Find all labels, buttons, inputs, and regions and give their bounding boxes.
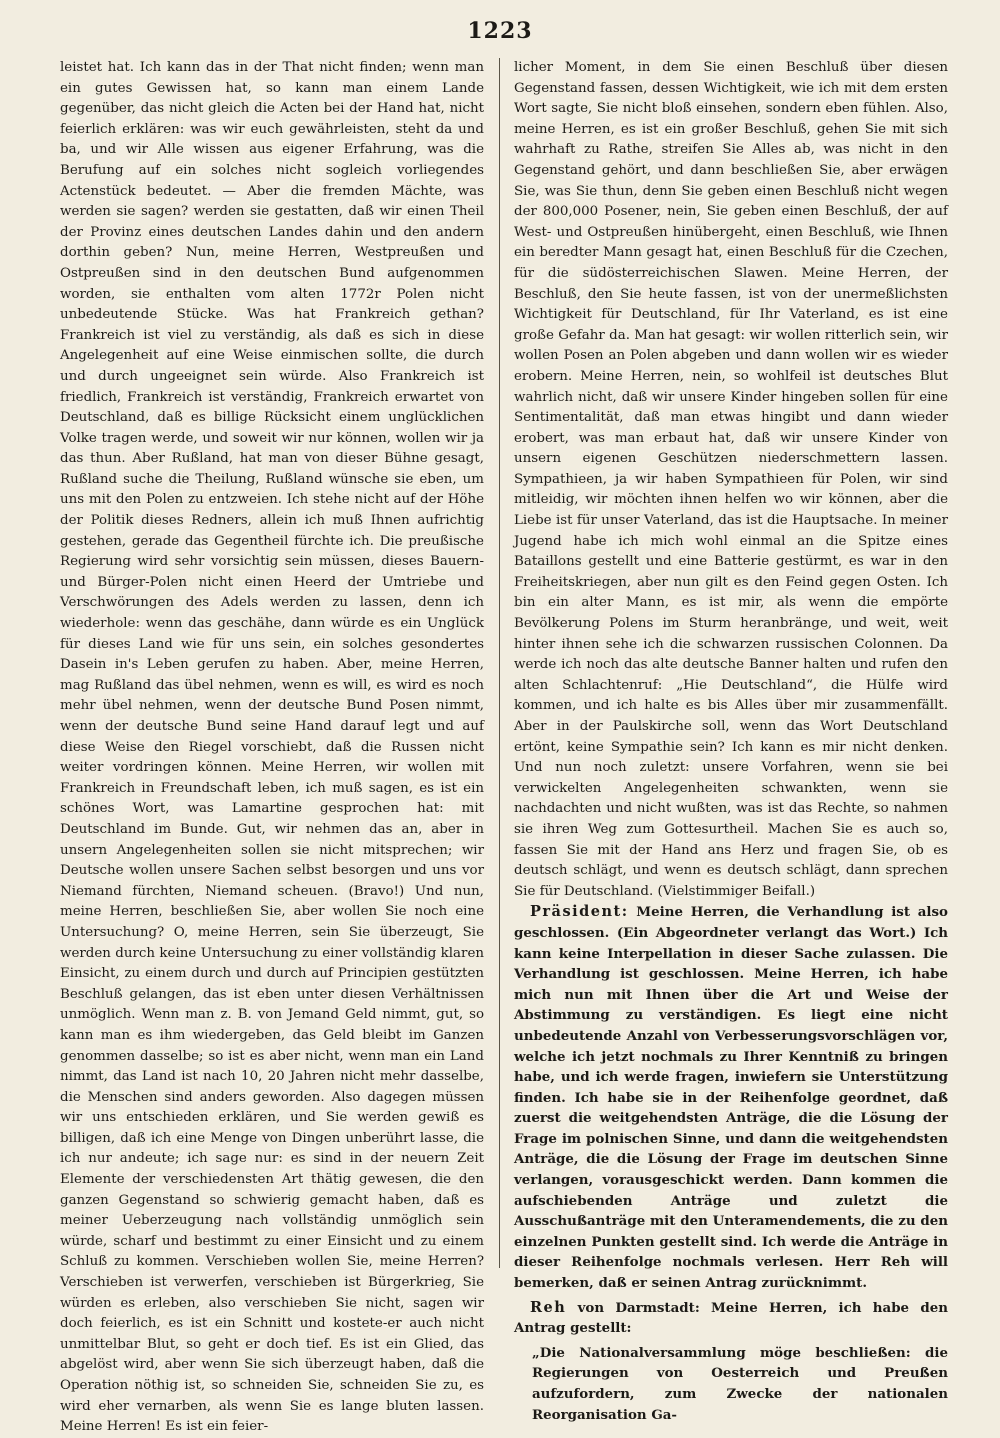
right-column: [514, 58, 948, 1425]
left-column: [60, 58, 484, 1438]
column-divider: [499, 58, 500, 1268]
motion-quote: „Die Nationalversammlung möge beschließen: die Regierungen von Oesterreich und Preußen aufzufordern, zum Zwecke der nationalen Reorganisation Ga-: [532, 1344, 948, 1423]
page-number: 1223: [467, 18, 533, 44]
speaker-president: Präsident:: [530, 903, 629, 921]
right-column-paragraph: licher Moment, in dem Sie einen Beschluß über diesen Gegenstand fassen, dessen Wichtigkeit, wie ich mit dem ersten Wort sagte, Sie nicht bloß einsehen, sondern eben fühlen. Also, meine Herren, es ist ein großer Beschluß, gehen Sie mit sich wahrhaft zu Rathe, streifen Sie Alles ab, was nicht in den Gegenstand gehört, und dann beschließen Sie, aber erwägen Sie, was Sie thun, denn Sie geben einen Beschluß nicht wegen der 800,000 Posener, nein, Sie geben einen Beschluß, der auf West- und Ostpreußen hinübergeht, einen Beschluß, wie Ihnen ein beredter Mann gesagt hat, einen Beschluß für die Czechen, für die südösterreichischen Slawen. Meine Herren, der Beschluß, den Sie heute fassen, ist von der unermeßlichsten Wichtigkeit für Deutschland, für Ihr Vaterland, es ist eine große Gefahr da. Man hat gesagt: wir wollen ritterlich sein, wir wollen Posen an Polen abgeben und dann wollen wir es wieder erobern. Meine Herren, nein, so wohlfeil ist deutsches Blut wahrlich nicht, daß wir unsere Kinder hingeben sollen für eine Sentimentalität, daß man etwas hingibt und dann wieder erobert, was man erbaut hat, daß wir unsere Kinder von unsern eigenen Geschützen niederschmettern lassen. Sympathieen, ja wir haben Sympathieen für Polen, wir sind mitleidig, wir möchten ihnen helfen wo wir können, aber die Liebe ist für unser Vaterland, das ist die Hauptsache. In meiner Jugend habe ich mich wohl einmal an die Spitze eines Bataillons gestellt und eine Batterie gestürmt, es war in den Freiheitskriegen, aber nun gilt es den Feind gegen Osten. Ich bin ein alter Mann, es ist mir, als wenn die empörte Bevölkerung Polens im Sturm heranbränge, und weit, weit hinter ihnen sehe ich die schwarzen russischen Colonnen. Da werde ich noch das alte deutsche Banner halten und rufen den alten Schlachtenruf: „Hie Deutschland“, die Hülfe wird kommen, und ich halte es bis Alles über mir zusammenfällt. Aber in der Paulskirche soll, wenn das Wort Deutschland ertönt, keine Sympathie sein? Ich kann es mir nicht denken. Und nun noch zuletzt: unsere Vorfahren, wenn sie bei verwickelten Angelegenheiten schwankten, wenn sie nachdachten und nicht wußten, was ist das Rechte, so nahmen sie ihren Weg zum Gottesurtheil. Machen Sie es auch so, fassen Sie mit der Hand ans Herz und fragen Sie, ob es deutsch schlägt, und wenn es deutsch schlägt, dann sprechen Sie für Deutschland. (Vielstimmiger Beifall.): [514, 60, 948, 899]
reh-text: von Darmstadt: Meine Herren, ich habe den Antrag gestellt:: [514, 1299, 948, 1337]
president-text: Meine Herren, die Verhandlung ist also geschlossen. (Ein Abgeordneter verlangt das Wort.) Ich kann keine Interpellation in dieser Sache zulassen. Die Verhandlung ist geschlossen. Meine Herren, ich habe mich nun mit Ihnen über die Art und Weise der Abstimmung zu verständigen. Es liegt eine nicht unbedeutende Anzahl von Verbesserungsvorschlägen vor, welche ich jetzt nochmals zu Ihrer Kenntniß zu bringen habe, und ich werde fragen, inwiefern sie Unterstützung finden. Ich habe sie in der Reihenfolge geordnet, daß zuerst die weitgehendsten Anträge, die die Lösung der Frage im polnischen Sinne, und dann die weitgehendsten Anträge, die die Lösung der Frage im deutschen Sinne verlangen, vorausgeschickt werden. Dann kommen die aufschiebenden Anträge und zuletzt die Ausschußanträge mit den Unteramendements, die zu den einzelnen Punkten gestellt sind. Ich werde die Anträge in dieser Reihenfolge nochmals verlesen. Herr Reh will bemerken, daß er seinen Antrag zurücknimmt.: [514, 904, 948, 1292]
left-column-paragraph: leistet hat. Ich kann das in der That nicht finden; wenn man ein gutes Gewissen hat, so kann man einem Lande gegenüber, das nicht gleich die Acten bei der Hand hat, nicht feierlich erklären: was wir euch gewährleisten, steht da und ba, und wir Alle wissen aus eigener Erfahrung, was die Berufung auf ein solches nicht sogleich vorliegendes Actenstück bedeutet. — Aber die fremden Mächte, was werden sie sagen? werden sie gestatten, daß wir einen Theil der Provinz eines deutschen Landes dahin und den andern dorthin geben? Nun, meine Herren, Westpreußen und Ostpreußen sind in den deutschen Bund aufgenommen worden, sie enthalten vom alten 1772r Polen nicht unbedeutende Stücke. Was hat Frankreich gethan? Frankreich ist viel zu verständig, als daß es sich in diese Angelegenheit auf eine Weise einmischen sollte, die durch und durch ungeeignet sein würde. Also Frankreich ist friedlich, Frankreich ist verständig, Frankreich erwartet von Deutschland, daß es billige Rücksicht einem unglücklichen Volke tragen werde, und soweit wir nur können, wollen wir ja das thun. Aber Rußland, hat man von dieser Bühne gesagt, Rußland suche die Theilung, Rußland wünsche sie eben, um uns mit den Polen zu entzweien. Ich stehe nicht auf der Höhe der Politik dieses Redners, allein ich muß Ihnen aufrichtig gestehen, gerade das Gegentheil fürchte ich. Die preußische Regierung wird sehr vorsichtig sein müssen, dieses Bauern- und Bürger-Polen nicht einen Heerd der Umtriebe und Verschwörungen des Adels werden zu lassen, denn ich wiederhole: wenn das geschähe, dann würde es ein Unglück für dieses Land wie für uns sein, ein solches gesondertes Dasein in's Leben gerufen zu haben. Aber, meine Herren, mag Rußland das übel nehmen, wenn es will, es wird es noch mehr übel nehmen, wenn der deutsche Bund Posen nimmt, wenn der deutsche Bund seine Hand darauf legt und auf diese Weise den Riegel vorschiebt, daß die Russen nicht weiter vordringen können. Meine Herren, wir wollen mit Frankreich in Freundschaft leben, ich muß sagen, es ist ein schönes Wort, was Lamartine gesprochen hat: mit Deutschland im Bunde. Gut, wir nehmen das an, aber in unsern Angelegenheiten sollen sie nicht mitsprechen; wir Deutsche wollen unsere Sachen selbst besorgen und uns vor Niemand fürchten, Niemand scheuen. (Bravo!) Und nun, meine Herren, beschließen Sie, aber wollen Sie noch eine Untersuchung? O, meine Herren, sein Sie überzeugt, Sie werden durch keine Untersuchung zu einer vollständig klaren Einsicht, zu einem durch und durch auf Principien gestützten Beschluß gelangen, das ist eben unter diesen Verhältnissen unmöglich. Wenn man z. B. von Jemand Geld nimmt, gut, so kann man es ihm wiedergeben, das Geld bleibt im Ganzen genommen dasselbe; so ist es aber nicht, wenn man ein Land nimmt, das Land ist nach 10, 20 Jahren nicht mehr dasselbe, die Menschen sind anders geworden. Also dagegen müssen wir uns entschieden erklären, und Sie werden gewiß es billigen, daß ich eine Menge von Dingen unberührt lasse, die ich nur andeute; ich sage nur: es sind in der neuern Zeit Elemente der verschiedensten Art thätig gewesen, die den ganzen Gegenstand so schwierig gemacht haben, daß es meiner Ueberzeugung nach vollständig unmöglich sein würde, scharf und bestimmt zu einer Einsicht und zu einem Schluß zu kommen. Verschieben wollen Sie, meine Herren? Verschieben ist verwerfen, verschieben ist Bürgerkrieg, Sie würden es erleben, also verschieben Sie nicht, sagen wir doch feierlich, es ist ein Schnitt und kostete-er auch nicht unmittelbar Blut, so geht er doch tief. Es ist ein Glied, das abgelöst wird, aber wenn Sie sich überzeugt haben, daß die Operation nöthig ist, so schneiden Sie, schneiden Sie zu, es wird eher vernarben, als wenn Sie es lange bluten lassen. Meine Herren! Es ist ein feier-: [60, 60, 484, 1435]
speaker-reh: Reh: [530, 1298, 567, 1316]
president-statement: [514, 902, 948, 1293]
